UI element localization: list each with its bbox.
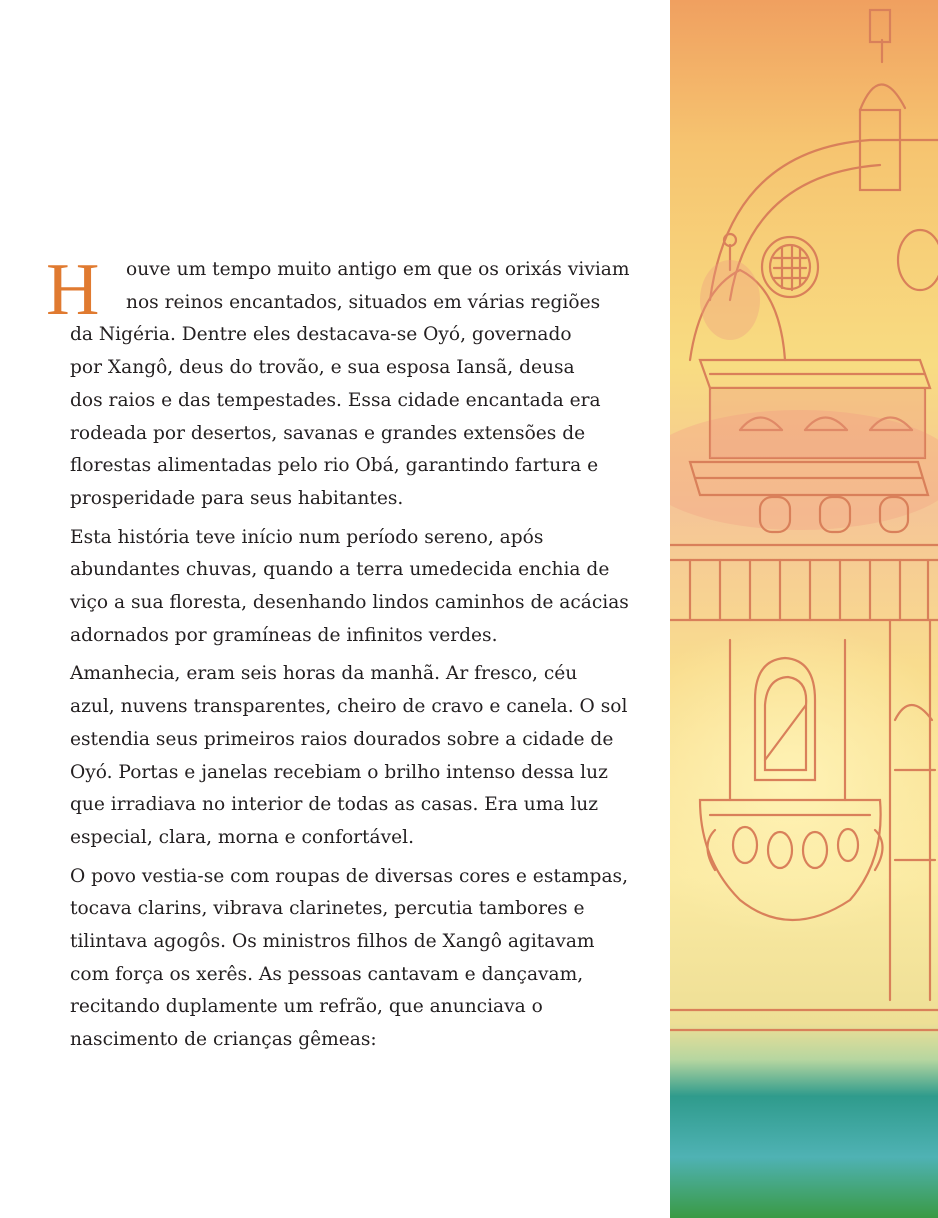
- text-line: adornados por gramíneas de infinitos verdes.: [70, 624, 498, 646]
- text-line: azul, nuvens transparentes, cheiro de cravo e canela. O sol: [70, 696, 628, 718]
- paragraph-3: [70, 658, 640, 854]
- text-line: prosperidade para seus habitantes.: [70, 487, 404, 509]
- text-line: rodeada por desertos, savanas e grandes extensões de: [70, 422, 586, 444]
- text-line: ouve um tempo muito antigo em que os orixás viviam: [126, 259, 630, 280]
- paragraph-1: [46, 249, 640, 516]
- text-line: com força os xerês. As pessoas cantavam e dançavam,: [70, 963, 584, 985]
- text-line: da Nigéria. Dentre eles destacava-se Oyó, governado: [70, 324, 572, 346]
- watercolor-background: [670, 0, 938, 1218]
- text-line: O povo vestia-se com roupas de diversas cores e estampas,: [70, 865, 628, 887]
- palace-artwork: [670, 0, 938, 1218]
- text-line: que irradiava no interior de todas as casas. Era uma luz: [70, 794, 599, 816]
- text-line: estendia seus primeiros raios dourados sobre a cidade de: [70, 728, 614, 750]
- text-line: viço a sua floresta, desenhando lindos caminhos de acácias: [70, 592, 629, 614]
- paragraph-4: [70, 861, 640, 1057]
- text-line: Esta história teve início num período sereno, após: [70, 526, 544, 548]
- text-line: dos raios e das tempestades. Essa cidade encantada era: [70, 389, 601, 411]
- paragraph-2: [70, 522, 640, 653]
- text-line: recitando duplamente um refrão, que anunciava o: [70, 996, 543, 1018]
- text-line: abundantes chuvas, quando a terra umedecida enchia de: [70, 559, 610, 581]
- story-text: [46, 249, 640, 1063]
- text-line: tocava clarins, vibrava clarinetes, percutia tambores e: [70, 898, 585, 920]
- drop-cap: H: [46, 249, 100, 331]
- text-line: especial, clara, morna e confortável.: [70, 826, 414, 848]
- text-line: Amanhecia, eram seis horas da manhã. Ar fresco, céu: [70, 663, 578, 685]
- text-line: nascimento de crianças gêmeas:: [70, 1029, 377, 1051]
- text-line: tilintava agogôs. Os ministros filhos de Xangô agitavam: [70, 931, 595, 953]
- text-line: por Xangô, deus do trovão, e sua esposa Iansã, deusa: [70, 357, 575, 379]
- text-line: nos reinos encantados, situados em várias regiões: [126, 291, 601, 313]
- text-line: florestas alimentadas pelo rio Obá, garantindo fartura e: [70, 455, 599, 477]
- palace-illustration: [670, 0, 938, 1218]
- text-line: Oyó. Portas e janelas recebiam o brilho intenso dessa luz: [70, 761, 608, 783]
